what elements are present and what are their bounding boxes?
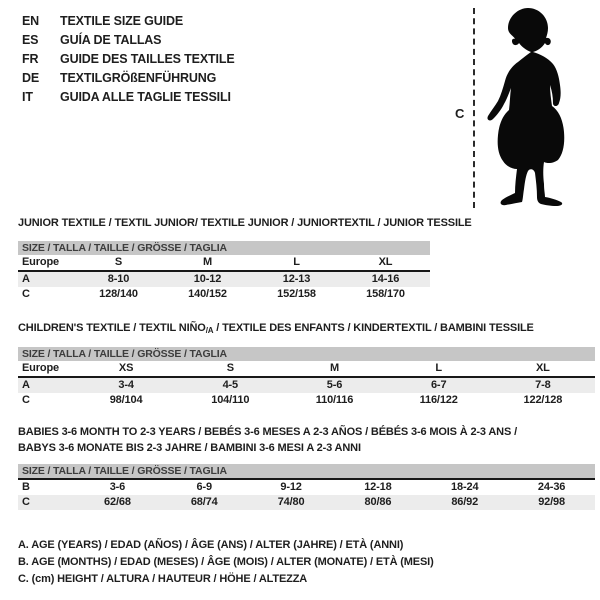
children-row-europe — [18, 361, 595, 378]
junior-table-header: SIZE / TALLA / TAILLE / GRÖSSE / TAGLIA — [18, 241, 430, 255]
lang-title: TEXTILE SIZE GUIDE — [60, 14, 184, 28]
size-cell: 3-4 — [118, 379, 134, 391]
lang-title: GUIDE DES TAILLES TEXTILE — [60, 52, 235, 66]
height-label: C — [455, 106, 465, 121]
junior-size-table — [18, 241, 430, 302]
size-cell: L — [293, 256, 300, 268]
babies-title-line2: BABYS 3-6 MONATE BIS 2-3 JAHRE / BAMBINI 3-6 MESI A 2-3 ANNI — [18, 442, 361, 454]
babies-size-table — [18, 464, 595, 510]
footnote-c: C. (cm) HEIGHT / ALTURA / HAUTEUR / HÖHE / ALTEZZA — [18, 573, 308, 585]
size-cell: 12-18 — [364, 481, 392, 493]
size-cell: 68/74 — [190, 496, 218, 508]
row-label: B — [22, 481, 30, 493]
row-label: A — [22, 273, 30, 285]
size-cell: M — [329, 362, 339, 374]
lang-row-en — [22, 12, 235, 31]
children-title-sub: /A — [205, 326, 214, 335]
children-size-table — [18, 347, 595, 408]
lang-code: EN — [22, 14, 40, 28]
size-cell: XL — [378, 256, 393, 268]
lang-code: ES — [22, 33, 39, 47]
height-dashed-line — [473, 8, 475, 208]
size-cell: 122/128 — [523, 394, 563, 406]
size-cell: 128/140 — [99, 288, 138, 300]
lang-title: TEXTILGRÖßENFÜHRUNG — [60, 71, 217, 85]
footnote-b: B. AGE (MONTHS) / EDAD (MESES) / ÂGE (MOIS) / ALTER (MONATE) / ETÀ (MESI) — [18, 556, 434, 568]
lang-code: DE — [22, 71, 40, 85]
size-cell: 12-13 — [282, 273, 311, 285]
baby-silhouette-icon — [485, 7, 590, 207]
size-cell: 8-10 — [107, 273, 130, 285]
lang-row-de — [22, 69, 235, 88]
size-cell: S — [114, 256, 123, 268]
lang-title: GUIDA ALLE TAGLIE TESSILI — [60, 90, 231, 104]
size-cell: 86/92 — [451, 496, 479, 508]
lang-row-it — [22, 88, 235, 107]
size-cell: 152/158 — [277, 288, 316, 300]
size-cell: 116/122 — [419, 394, 458, 406]
size-cell: 6-7 — [430, 379, 447, 391]
size-cell: 18-24 — [451, 481, 479, 493]
lang-title: GUÍA DE TALLAS — [60, 33, 162, 47]
lang-code: FR — [22, 52, 39, 66]
size-cell: 158/170 — [366, 288, 405, 300]
size-cell: 140/152 — [188, 288, 227, 300]
children-table-header: SIZE / TALLA / TAILLE / GRÖSSE / TAGLIA — [18, 347, 595, 361]
row-label: C — [22, 496, 30, 508]
children-title-pre: CHILDREN'S TEXTILE / TEXTIL NIÑO — [18, 322, 206, 334]
size-cell: XS — [118, 362, 134, 374]
size-cell: 104/110 — [211, 394, 250, 406]
children-row-a — [18, 378, 595, 393]
babies-section-title — [18, 424, 517, 456]
size-cell: M — [202, 256, 212, 268]
size-cell: S — [226, 362, 234, 374]
lang-row-es — [22, 31, 235, 50]
size-cell: L — [435, 362, 442, 374]
footnotes — [18, 537, 434, 588]
size-cell: 7-8 — [535, 379, 551, 391]
size-cell: 92/98 — [538, 496, 565, 508]
junior-row-europe — [18, 255, 430, 272]
row-label: Europe — [22, 256, 59, 268]
language-list — [22, 12, 235, 107]
junior-row-c — [18, 287, 430, 302]
junior-row-a — [18, 272, 430, 287]
footnote-a: A. AGE (YEARS) / EDAD (AÑOS) / ÂGE (ANS) / ALTER (JAHRE) / ETÀ (ANNI) — [18, 539, 404, 551]
children-row-c — [18, 393, 595, 408]
size-cell: 80/86 — [364, 496, 392, 508]
size-cell: 14-16 — [371, 273, 400, 285]
lang-row-fr — [22, 50, 235, 69]
row-label: A — [22, 379, 30, 391]
junior-section-title: JUNIOR TEXTILE / TEXTIL JUNIOR/ TEXTILE JUNIOR / JUNIORTEXTIL / JUNIOR TESSILE — [18, 217, 472, 229]
size-cell: 9-12 — [280, 481, 302, 493]
children-section-title — [18, 322, 534, 335]
size-cell: 98/104 — [109, 394, 143, 406]
lang-code: IT — [22, 90, 33, 104]
babies-table-header: SIZE / TALLA / TAILLE / GRÖSSE / TAGLIA — [18, 464, 595, 480]
babies-row-b — [18, 480, 595, 495]
children-title-post: / TEXTILE DES ENFANTS / KINDERTEXTIL / BAMBINI TESSILE — [213, 322, 534, 334]
size-cell: 4-5 — [222, 379, 239, 391]
size-cell: 62/68 — [104, 496, 131, 508]
size-cell: 10-12 — [193, 273, 222, 285]
row-label: C — [22, 394, 30, 406]
babies-row-c — [18, 495, 595, 510]
size-cell: 110/116 — [315, 394, 354, 406]
size-cell: 6-9 — [196, 481, 212, 493]
size-cell: XL — [536, 362, 550, 374]
size-cell: 24-36 — [537, 481, 566, 493]
size-cell: 3-6 — [109, 481, 126, 493]
size-cell: 74/80 — [277, 496, 305, 508]
size-cell: 5-6 — [326, 379, 343, 391]
row-label: Europe — [22, 362, 59, 374]
babies-title-line1: BABIES 3-6 MONTH TO 2-3 YEARS / BEBÉS 3-6 MESES A 2-3 AÑOS / BÉBÉS 3-6 MOIS À 2-3 ANS / — [18, 426, 517, 438]
row-label: C — [22, 288, 30, 300]
